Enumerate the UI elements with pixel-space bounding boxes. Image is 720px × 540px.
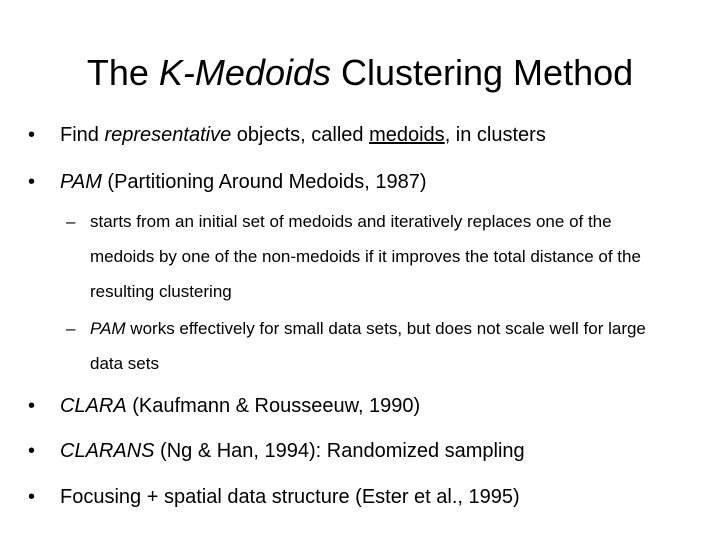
bullet-marker: • (28, 171, 36, 193)
sub-bullet-text: starts from an initial set of medoids and iteratively replaces one of the medoids by one of the non-medoids if it improves the total distance of the resulting clustering (90, 212, 641, 301)
title-part-1: The (86, 52, 159, 93)
sub-bullet-text-italic: PAM (90, 319, 126, 338)
sub-bullet-pam-scaling (66, 311, 676, 381)
bullet-marker: • (28, 486, 36, 508)
bullet-text: Focusing + spatial data structure (Ester et al., 1995) (60, 486, 520, 508)
bullet-text-italic: PAM (60, 171, 102, 193)
bullet-find-representative (28, 122, 546, 148)
sub-bullet-marker: – (66, 212, 76, 231)
bullet-text-italic: CLARANS (60, 440, 155, 462)
bullet-text-underlined: medoids (369, 124, 445, 146)
bullet-pam (28, 169, 427, 195)
bullet-marker: • (28, 124, 36, 146)
sub-bullet-marker: – (66, 319, 76, 338)
bullet-text-post: (Kaufmann & Rousseeuw, 1990) (126, 395, 421, 417)
bullet-text-italic: CLARA (60, 395, 127, 417)
bullet-marker: • (28, 440, 36, 462)
bullet-clara (28, 393, 420, 419)
bullet-text-post: , in clusters (444, 124, 546, 146)
sub-bullet-text (66, 311, 676, 381)
bullet-text-post: (Ng & Han, 1994): Randomized sampling (154, 440, 525, 462)
bullet-text-pre: Find (60, 124, 105, 146)
title-italic-kmedoids: K-Medoids (158, 52, 331, 93)
bullet-text-post: (Partitioning Around Medoids, 1987) (101, 171, 427, 193)
sub-bullet-pam-description (66, 204, 676, 309)
title-part-2: Clustering Method (330, 52, 634, 93)
sub-bullet-text-post: works effectively for small data sets, but does not scale well for large data sets (90, 319, 646, 373)
bullet-text-italic: representative (104, 124, 232, 146)
slide-title (0, 50, 720, 96)
bullet-clarans (28, 438, 525, 464)
bullet-marker: • (28, 395, 36, 417)
bullet-focusing (28, 484, 520, 510)
bullet-text-mid: objects, called (231, 124, 370, 146)
